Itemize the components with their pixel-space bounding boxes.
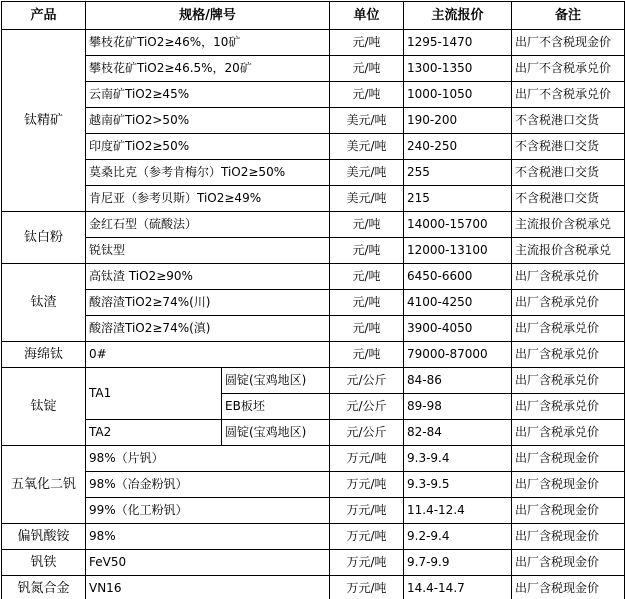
table-row [2,134,625,160]
price-cell: 255 [404,160,512,186]
price-cell: 14000-15700 [404,212,512,238]
price-cell: 9.3-9.5 [404,472,512,498]
table-body [2,30,625,599]
product-category-cell: 钒铁 [2,550,86,576]
table-row [2,472,625,498]
product-category-cell: 钛锭 [2,368,86,446]
spec-cell: 0# [86,342,330,368]
column-header-remark: 备注 [512,2,625,30]
spec-cell: 攀枝花矿TiO2≥46.5%，20矿 [86,56,330,82]
price-cell: 1300-1350 [404,56,512,82]
table-row [2,212,625,238]
price-cell: 9.3-9.4 [404,446,512,472]
price-cell: 11.4-12.4 [404,498,512,524]
table-header [2,2,625,30]
column-header-price: 主流报价 [404,2,512,30]
unit-cell: 美元/吨 [330,186,404,212]
grade-cell: TA1 [86,368,222,420]
price-cell: 215 [404,186,512,212]
spec-cell: 98% [86,524,330,550]
spec-cell: EB板坯 [222,394,330,420]
column-header-spec: 规格/牌号 [86,2,330,30]
remark-cell: 不含税港口交货 [512,134,625,160]
column-header-product: 产品 [2,2,86,30]
unit-cell: 万元/吨 [330,446,404,472]
product-category-cell: 钛精矿 [2,30,86,212]
unit-cell: 万元/吨 [330,472,404,498]
unit-cell: 万元/吨 [330,550,404,576]
price-cell: 84-86 [404,368,512,394]
price-cell: 14.4-14.7 [404,576,512,599]
unit-cell: 元/吨 [330,82,404,108]
remark-cell: 出厂不含税承兑价 [512,82,625,108]
unit-cell: 万元/吨 [330,524,404,550]
spec-cell: VN16 [86,576,330,599]
table-row [2,238,625,264]
unit-cell: 元/公斤 [330,394,404,420]
price-cell: 79000-87000 [404,342,512,368]
spec-cell: 99%（化工粉钒） [86,498,330,524]
product-category-cell: 偏钒酸铵 [2,524,86,550]
price-cell: 9.7-9.9 [404,550,512,576]
spec-cell: 莫桑比克（参考肯梅尔）TiO2≥50% [86,160,330,186]
unit-cell: 元/公斤 [330,420,404,446]
price-cell: 9.2-9.4 [404,524,512,550]
spec-cell: 肯尼亚（参考贝斯）TiO2≥49% [86,186,330,212]
spec-cell: 攀枝花矿TiO2≥46%，10矿 [86,30,330,56]
table-row [2,56,625,82]
remark-cell: 出厂含税承兑价 [512,420,625,446]
remark-cell: 出厂含税现金价 [512,550,625,576]
unit-cell: 美元/吨 [330,134,404,160]
remark-cell: 出厂不含税现金价 [512,30,625,56]
column-header-unit: 单位 [330,2,404,30]
spec-cell: 圆锭(宝鸡地区) [222,368,330,394]
price-cell: 4100-4250 [404,290,512,316]
spec-cell: 越南矿TiO2>50% [86,108,330,134]
unit-cell: 元/公斤 [330,368,404,394]
spec-cell: 高钛渣 TiO2≥90% [86,264,330,290]
remark-cell: 出厂含税承兑价 [512,316,625,342]
table-row [2,498,625,524]
remark-cell: 不含税港口交货 [512,160,625,186]
price-cell: 89-98 [404,394,512,420]
spec-cell: 98%（片钒） [86,446,330,472]
spec-cell: 98%（冶金粉钒） [86,472,330,498]
product-category-cell: 钒氮合金 [2,576,86,599]
price-cell: 240-250 [404,134,512,160]
table-row [2,576,625,599]
table-row [2,316,625,342]
spec-cell: 云南矿TiO2≥45% [86,82,330,108]
table-row [2,264,625,290]
unit-cell: 元/吨 [330,212,404,238]
price-cell: 1000-1050 [404,82,512,108]
spec-cell: 酸溶渣TiO2≥74%(滇) [86,316,330,342]
product-category-cell: 海绵钛 [2,342,86,368]
remark-cell: 不含税港口交货 [512,108,625,134]
table-row [2,186,625,212]
product-category-cell: 五氧化二钒 [2,446,86,524]
unit-cell: 元/吨 [330,290,404,316]
price-cell: 6450-6600 [404,264,512,290]
table-row [2,342,625,368]
remark-cell: 主流报价含税承兑 [512,212,625,238]
table-row [2,82,625,108]
table-row [2,30,625,56]
remark-cell: 出厂含税承兑价 [512,368,625,394]
remark-cell: 出厂不含税承兑价 [512,56,625,82]
unit-cell: 元/吨 [330,30,404,56]
price-cell: 12000-13100 [404,238,512,264]
product-category-cell: 钛白粉 [2,212,86,264]
unit-cell: 元/吨 [330,56,404,82]
table-row [2,446,625,472]
spec-cell: 圆锭(宝鸡地区) [222,420,330,446]
remark-cell: 出厂含税现金价 [512,472,625,498]
table-row [2,524,625,550]
remark-cell: 出厂含税现金价 [512,524,625,550]
remark-cell: 出厂含税承兑价 [512,342,625,368]
remark-cell: 出厂含税承兑价 [512,394,625,420]
price-cell: 190-200 [404,108,512,134]
unit-cell: 元/吨 [330,342,404,368]
table-row [2,420,625,446]
spec-cell: 金红石型（硫酸法） [86,212,330,238]
remark-cell: 出厂含税现金价 [512,446,625,472]
unit-cell: 万元/吨 [330,576,404,599]
price-cell: 82-84 [404,420,512,446]
remark-cell: 出厂含税承兑价 [512,290,625,316]
remark-cell: 出厂含税承兑价 [512,264,625,290]
unit-cell: 美元/吨 [330,160,404,186]
unit-cell: 元/吨 [330,264,404,290]
remark-cell: 主流报价含税承兑 [512,238,625,264]
remark-cell: 不含税港口交货 [512,186,625,212]
product-category-cell: 钛渣 [2,264,86,342]
price-cell: 1295-1470 [404,30,512,56]
price-table [1,1,625,599]
table-row [2,290,625,316]
table-row [2,550,625,576]
table-row [2,368,625,394]
remark-cell: 出厂含税现金价 [512,498,625,524]
unit-cell: 美元/吨 [330,108,404,134]
remark-cell: 出厂含税现金价 [512,576,625,599]
table-row [2,108,625,134]
unit-cell: 元/吨 [330,238,404,264]
unit-cell: 元/吨 [330,316,404,342]
unit-cell: 万元/吨 [330,498,404,524]
spec-cell: 印度矿TiO2≥50% [86,134,330,160]
spec-cell: FeV50 [86,550,330,576]
price-cell: 3900-4050 [404,316,512,342]
grade-cell: TA2 [86,420,222,446]
table-header-row [2,2,625,30]
spec-cell: 锐钛型 [86,238,330,264]
spec-cell: 酸溶渣TiO2≥74%(川) [86,290,330,316]
table-row [2,160,625,186]
